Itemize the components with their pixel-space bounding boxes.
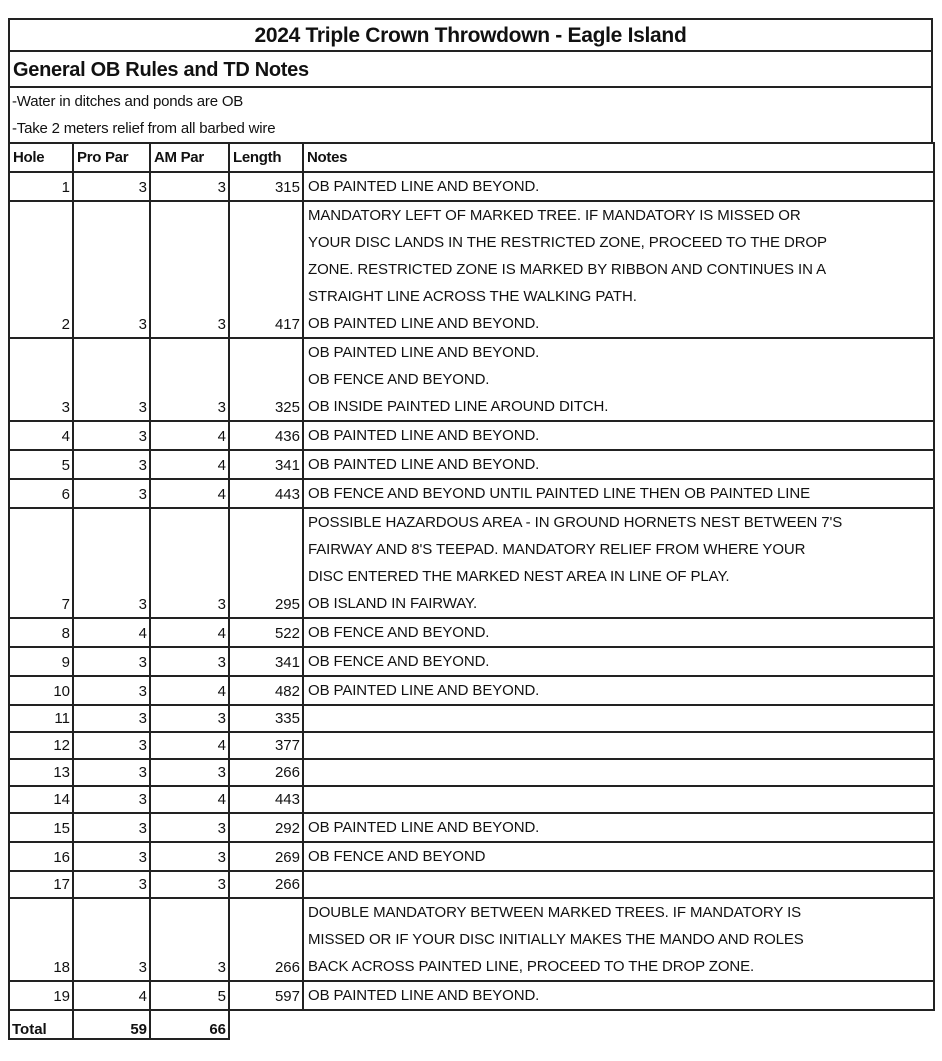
note-line: OB FENCE AND BEYOND. bbox=[308, 653, 490, 670]
am-par-cell: 3 bbox=[150, 705, 229, 732]
pro-par-cell: 3 bbox=[73, 479, 150, 508]
length-cell: 292 bbox=[229, 813, 303, 842]
notes-cell bbox=[303, 732, 934, 759]
notes-cell bbox=[303, 479, 934, 508]
am-par-cell: 4 bbox=[150, 479, 229, 508]
holes-table bbox=[8, 142, 935, 1011]
hole-cell: 4 bbox=[9, 421, 73, 450]
am-par-cell: 4 bbox=[150, 450, 229, 479]
notes-cell bbox=[303, 871, 934, 898]
length-cell: 341 bbox=[229, 647, 303, 676]
length-cell: 597 bbox=[229, 981, 303, 1010]
table-row bbox=[9, 732, 934, 759]
am-par-cell: 4 bbox=[150, 421, 229, 450]
hole-cell: 18 bbox=[9, 898, 73, 981]
table-row bbox=[9, 842, 934, 871]
pro-par-cell: 3 bbox=[73, 871, 150, 898]
hole-cell: 1 bbox=[9, 172, 73, 201]
notes-cell bbox=[303, 450, 934, 479]
note-line: MANDATORY LEFT OF MARKED TREE. IF MANDATORY IS MISSED OR bbox=[308, 207, 801, 224]
length-cell: 482 bbox=[229, 676, 303, 705]
notes-cell bbox=[303, 201, 934, 338]
note-line: OB PAINTED LINE AND BEYOND. bbox=[308, 344, 540, 361]
note-line: OB PAINTED LINE AND BEYOND. bbox=[308, 315, 540, 332]
pro-par-cell: 3 bbox=[73, 898, 150, 981]
col-notes: Notes bbox=[303, 143, 934, 172]
hole-cell: 14 bbox=[9, 786, 73, 813]
col-am-par: AM Par bbox=[150, 143, 229, 172]
table-row bbox=[9, 786, 934, 813]
table-row bbox=[9, 479, 934, 508]
note-line: OB PAINTED LINE AND BEYOND. bbox=[308, 987, 540, 1004]
pro-par-cell: 3 bbox=[73, 172, 150, 201]
table-row bbox=[9, 981, 934, 1010]
hole-cell: 19 bbox=[9, 981, 73, 1010]
note-line: DISC ENTERED THE MARKED NEST AREA IN LINE OF PLAY. bbox=[308, 568, 730, 585]
length-cell: 341 bbox=[229, 450, 303, 479]
am-par-cell: 3 bbox=[150, 647, 229, 676]
am-par-cell: 3 bbox=[150, 759, 229, 786]
am-par-cell: 5 bbox=[150, 981, 229, 1010]
pro-par-cell: 3 bbox=[73, 842, 150, 871]
length-cell: 269 bbox=[229, 842, 303, 871]
note-line: OB PAINTED LINE AND BEYOND. bbox=[308, 682, 540, 699]
note-line: FAIRWAY AND 8'S TEEPAD. MANDATORY RELIEF FROM WHERE YOUR bbox=[308, 541, 806, 558]
totals-table bbox=[8, 1009, 230, 1040]
length-cell: 417 bbox=[229, 201, 303, 338]
note-line: DOUBLE MANDATORY BETWEEN MARKED TREES. IF MANDATORY IS bbox=[308, 904, 802, 921]
table-row bbox=[9, 338, 934, 421]
general-note: -Water in ditches and ponds are OB bbox=[12, 93, 244, 110]
total-am-par: 66 bbox=[150, 1010, 229, 1039]
length-cell: 266 bbox=[229, 871, 303, 898]
hole-cell: 3 bbox=[9, 338, 73, 421]
notes-cell bbox=[303, 647, 934, 676]
notes-cell bbox=[303, 676, 934, 705]
am-par-cell: 4 bbox=[150, 732, 229, 759]
pro-par-cell: 3 bbox=[73, 732, 150, 759]
hole-cell: 17 bbox=[9, 871, 73, 898]
pro-par-cell: 4 bbox=[73, 618, 150, 647]
length-cell: 266 bbox=[229, 898, 303, 981]
length-cell: 335 bbox=[229, 705, 303, 732]
pro-par-cell: 3 bbox=[73, 676, 150, 705]
table-row bbox=[9, 898, 934, 981]
note-line: ZONE. RESTRICTED ZONE IS MARKED BY RIBBON AND CONTINUES IN A bbox=[308, 261, 826, 278]
col-hole: Hole bbox=[9, 143, 73, 172]
length-cell: 522 bbox=[229, 618, 303, 647]
total-pro-par: 59 bbox=[73, 1010, 150, 1039]
table-row bbox=[9, 676, 934, 705]
notes-cell bbox=[303, 759, 934, 786]
length-cell: 443 bbox=[229, 786, 303, 813]
pro-par-cell: 3 bbox=[73, 508, 150, 618]
pro-par-cell: 3 bbox=[73, 786, 150, 813]
am-par-cell: 4 bbox=[150, 618, 229, 647]
course-sheet bbox=[8, 18, 933, 1040]
notes-cell bbox=[303, 618, 934, 647]
length-cell: 325 bbox=[229, 338, 303, 421]
table-row bbox=[9, 871, 934, 898]
notes-cell bbox=[303, 898, 934, 981]
note-line: OB PAINTED LINE AND BEYOND. bbox=[308, 427, 540, 444]
table-row bbox=[9, 450, 934, 479]
note-line: OB PAINTED LINE AND BEYOND. bbox=[308, 456, 540, 473]
length-cell: 266 bbox=[229, 759, 303, 786]
table-row bbox=[9, 705, 934, 732]
note-line: OB FENCE AND BEYOND bbox=[308, 848, 486, 865]
hole-cell: 12 bbox=[9, 732, 73, 759]
am-par-cell: 3 bbox=[150, 871, 229, 898]
table-row bbox=[9, 172, 934, 201]
pro-par-cell: 3 bbox=[73, 338, 150, 421]
am-par-cell: 3 bbox=[150, 898, 229, 981]
note-line: OB FENCE AND BEYOND. bbox=[308, 624, 490, 641]
note-line: OB FENCE AND BEYOND UNTIL PAINTED LINE THEN OB PAINTED LINE bbox=[308, 485, 810, 502]
am-par-cell: 3 bbox=[150, 813, 229, 842]
hole-cell: 11 bbox=[9, 705, 73, 732]
table-header bbox=[9, 143, 934, 172]
hole-cell: 10 bbox=[9, 676, 73, 705]
pro-par-cell: 3 bbox=[73, 759, 150, 786]
table-row bbox=[9, 508, 934, 618]
am-par-cell: 4 bbox=[150, 786, 229, 813]
table-row bbox=[9, 421, 934, 450]
notes-cell bbox=[303, 172, 934, 201]
hole-cell: 16 bbox=[9, 842, 73, 871]
sheet-title: 2024 Triple Crown Throwdown - Eagle Island bbox=[8, 18, 933, 50]
general-note: -Take 2 meters relief from all barbed wire bbox=[12, 120, 276, 137]
hole-cell: 13 bbox=[9, 759, 73, 786]
section-heading: General OB Rules and TD Notes bbox=[8, 50, 933, 86]
pro-par-cell: 3 bbox=[73, 813, 150, 842]
note-line: OB INSIDE PAINTED LINE AROUND DITCH. bbox=[308, 398, 609, 415]
am-par-cell: 3 bbox=[150, 201, 229, 338]
hole-cell: 9 bbox=[9, 647, 73, 676]
pro-par-cell: 4 bbox=[73, 981, 150, 1010]
am-par-cell: 3 bbox=[150, 508, 229, 618]
length-cell: 295 bbox=[229, 508, 303, 618]
note-line: MISSED OR IF YOUR DISC INITIALLY MAKES THE MANDO AND ROLES bbox=[308, 931, 804, 948]
notes-cell bbox=[303, 786, 934, 813]
note-line: YOUR DISC LANDS IN THE RESTRICTED ZONE, PROCEED TO THE DROP bbox=[308, 234, 827, 251]
table-row bbox=[9, 201, 934, 338]
notes-cell bbox=[303, 981, 934, 1010]
note-line: OB ISLAND IN FAIRWAY. bbox=[308, 595, 478, 612]
note-line: OB PAINTED LINE AND BEYOND. bbox=[308, 819, 540, 836]
hole-cell: 6 bbox=[9, 479, 73, 508]
length-cell: 377 bbox=[229, 732, 303, 759]
table-row bbox=[9, 813, 934, 842]
note-line: OB PAINTED LINE AND BEYOND. bbox=[308, 178, 540, 195]
col-pro-par: Pro Par bbox=[73, 143, 150, 172]
note-line: STRAIGHT LINE ACROSS THE WALKING PATH. bbox=[308, 288, 637, 305]
pro-par-cell: 3 bbox=[73, 201, 150, 338]
length-cell: 443 bbox=[229, 479, 303, 508]
am-par-cell: 3 bbox=[150, 338, 229, 421]
hole-cell: 2 bbox=[9, 201, 73, 338]
notes-cell bbox=[303, 421, 934, 450]
notes-cell bbox=[303, 842, 934, 871]
pro-par-cell: 3 bbox=[73, 421, 150, 450]
general-notes bbox=[8, 86, 933, 142]
notes-cell bbox=[303, 813, 934, 842]
hole-cell: 15 bbox=[9, 813, 73, 842]
total-label: Total bbox=[9, 1010, 73, 1039]
am-par-cell: 3 bbox=[150, 842, 229, 871]
length-cell: 315 bbox=[229, 172, 303, 201]
note-line: BACK ACROSS PAINTED LINE, PROCEED TO THE DROP ZONE. bbox=[308, 958, 755, 975]
table-row bbox=[9, 647, 934, 676]
pro-par-cell: 3 bbox=[73, 647, 150, 676]
hole-cell: 5 bbox=[9, 450, 73, 479]
table-row bbox=[9, 759, 934, 786]
total-row bbox=[9, 1010, 229, 1039]
table-row bbox=[9, 618, 934, 647]
notes-cell bbox=[303, 508, 934, 618]
col-length: Length bbox=[229, 143, 303, 172]
am-par-cell: 4 bbox=[150, 676, 229, 705]
hole-cell: 8 bbox=[9, 618, 73, 647]
am-par-cell: 3 bbox=[150, 172, 229, 201]
note-line: POSSIBLE HAZARDOUS AREA - IN GROUND HORNETS NEST BETWEEN 7'S bbox=[308, 514, 843, 531]
notes-cell bbox=[303, 338, 934, 421]
pro-par-cell: 3 bbox=[73, 705, 150, 732]
hole-cell: 7 bbox=[9, 508, 73, 618]
pro-par-cell: 3 bbox=[73, 450, 150, 479]
note-line: OB FENCE AND BEYOND. bbox=[308, 371, 490, 388]
length-cell: 436 bbox=[229, 421, 303, 450]
notes-cell bbox=[303, 705, 934, 732]
